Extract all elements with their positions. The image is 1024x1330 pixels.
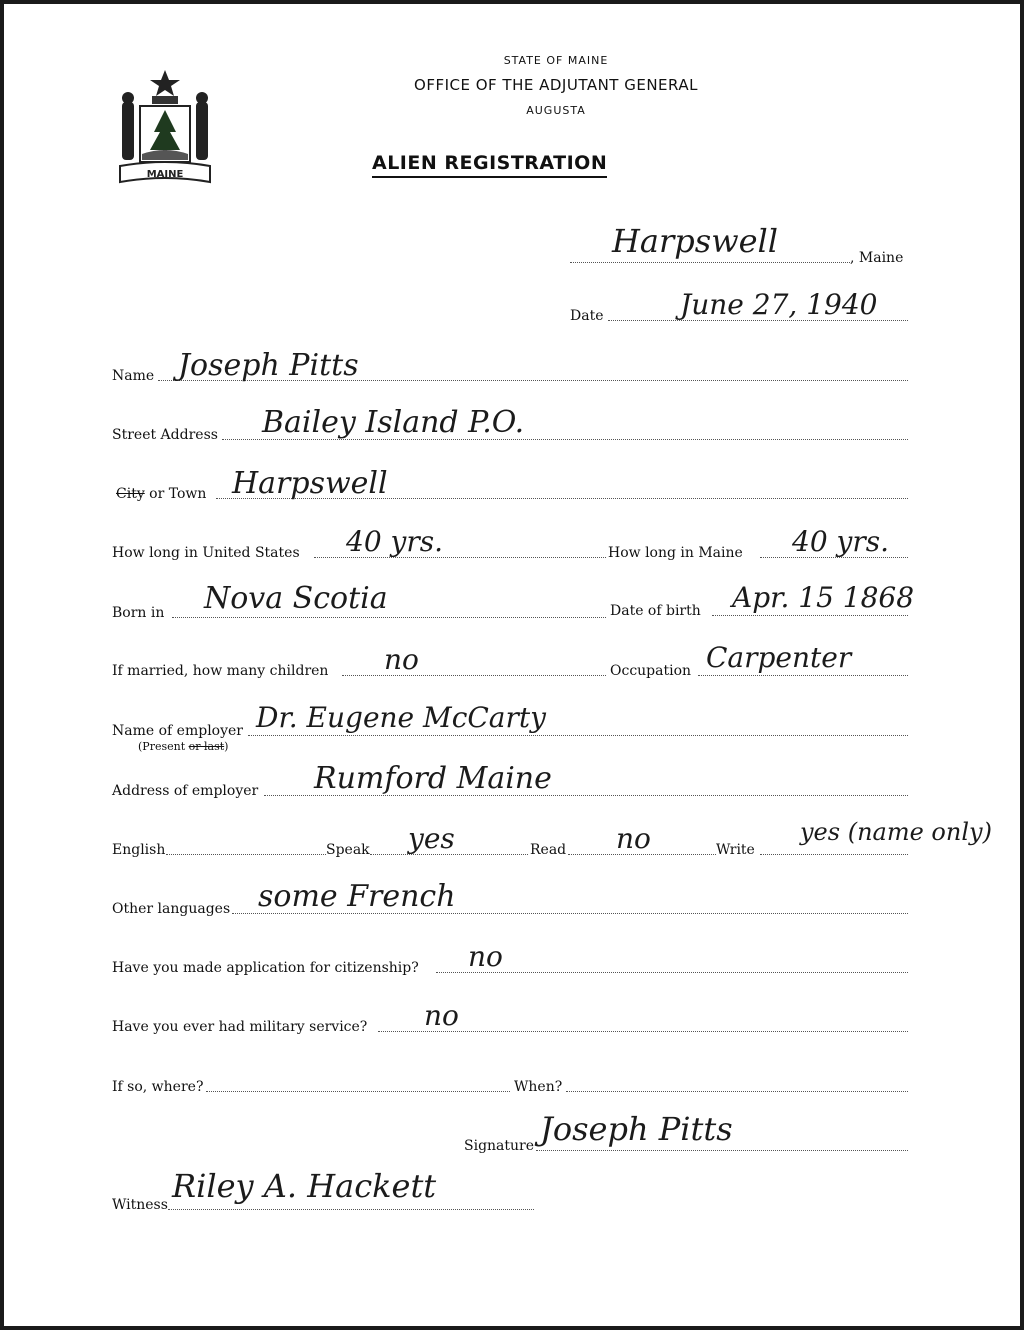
speak-label: Speak (326, 842, 370, 858)
employer-sublabel (138, 740, 228, 753)
seal-banner-text: MAINE (146, 169, 184, 180)
children-value: no (384, 643, 419, 676)
employer-sub-present: (Present (138, 740, 189, 753)
where-line (206, 1091, 510, 1092)
english-line (166, 854, 326, 855)
occupation-label: Occupation (610, 663, 692, 679)
english-label: English (112, 842, 166, 858)
occupation-line (698, 675, 908, 676)
born-value: Nova Scotia (204, 581, 388, 616)
employer-address-label: Address of employer (112, 783, 259, 799)
header-office: OFFICE OF THE ADJUTANT GENERAL (414, 76, 698, 94)
street-value: Bailey Island P.O. (262, 405, 525, 440)
city-rest: or Town (144, 486, 207, 502)
signature-label: Signature (464, 1138, 535, 1154)
born-label: Born in (112, 605, 165, 621)
name-value: Joseph Pitts (178, 348, 359, 383)
city-value: Harpswell (232, 466, 388, 501)
name-label: Name (112, 368, 155, 384)
header-city: AUGUSTA (526, 104, 586, 117)
dob-label: Date of birth (610, 603, 701, 619)
dob-line (712, 615, 908, 616)
speak-value: yes (408, 822, 455, 855)
children-line (342, 675, 606, 676)
date-label: Date (570, 308, 604, 324)
employer-line (248, 735, 908, 736)
citizenship-line (436, 972, 908, 973)
read-value: no (616, 822, 651, 855)
page-title: ALIEN REGISTRATION (372, 152, 607, 178)
employer-label: Name of employer (112, 723, 243, 739)
maine-years-label: How long in Maine (608, 545, 743, 561)
write-line (760, 854, 908, 855)
place-line (570, 262, 850, 263)
write-label: Write (716, 842, 755, 858)
when-label: When? (514, 1079, 563, 1095)
witness-label: Witness (112, 1197, 168, 1213)
employer-sub-last: or last (188, 740, 225, 753)
citizenship-value: no (468, 940, 503, 973)
military-value: no (424, 999, 459, 1032)
street-label: Street Address (112, 427, 218, 443)
us-years-label: How long in United States (112, 545, 300, 561)
write-value: yes (name only) (800, 818, 992, 846)
children-label: If married, how many children (112, 663, 329, 679)
military-label: Have you ever had military service? (112, 1019, 368, 1035)
occupation-value: Carpenter (706, 641, 852, 674)
when-line (566, 1091, 908, 1092)
city-label (116, 486, 206, 502)
signature-line (536, 1150, 908, 1151)
other-languages-label: Other languages (112, 901, 231, 917)
header-state: STATE OF MAINE (503, 54, 609, 67)
place-suffix: , Maine (850, 250, 904, 266)
witness-line (168, 1209, 534, 1210)
employer-value: Dr. Eugene McCarty (256, 701, 546, 734)
other-languages-value: some French (258, 879, 456, 914)
city-strike: City (116, 486, 145, 502)
place-value: Harpswell (612, 222, 778, 260)
us-years-value: 40 yrs. (346, 525, 444, 558)
born-line (172, 617, 606, 618)
citizenship-label: Have you made application for citizenship? (112, 960, 419, 976)
employer-address-value: Rumford Maine (314, 761, 552, 796)
employer-sub-close: ) (224, 740, 229, 753)
dob-value: Apr. 15 1868 (732, 581, 915, 614)
where-label: If so, where? (112, 1079, 204, 1095)
maine-years-value: 40 yrs. (792, 525, 890, 558)
read-label: Read (530, 842, 567, 858)
date-value: June 27, 1940 (680, 288, 878, 321)
witness-value: Riley A. Hackett (172, 1167, 437, 1205)
signature-value: Joseph Pitts (540, 1110, 733, 1148)
